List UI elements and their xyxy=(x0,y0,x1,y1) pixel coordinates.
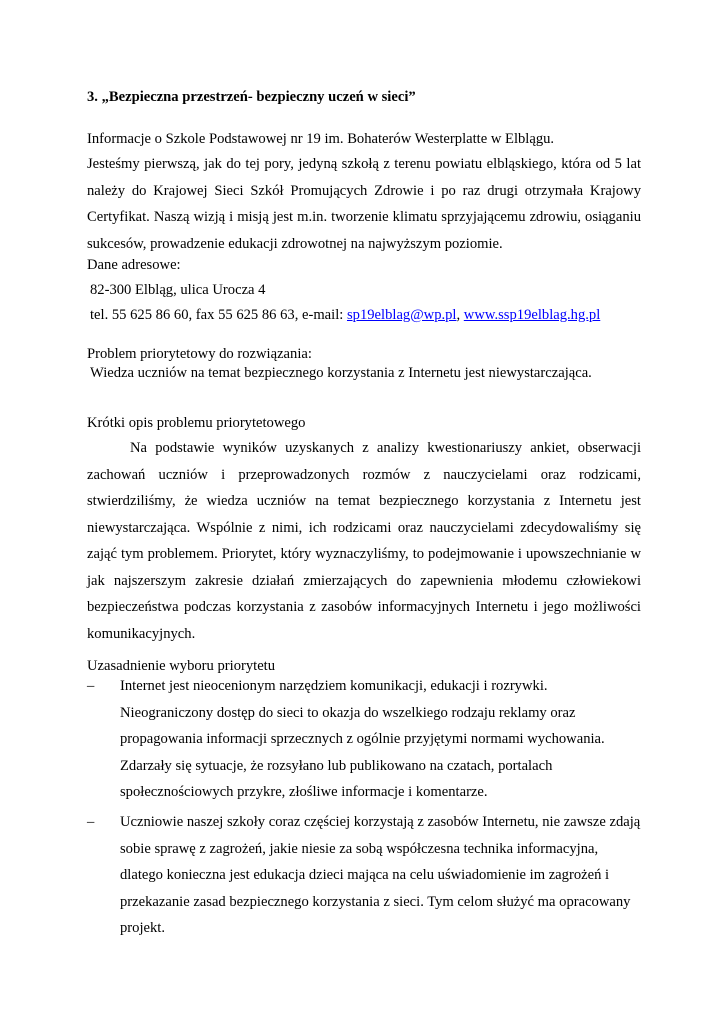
contact-prefix: tel. 55 625 86 60, fax 55 625 86 63, e-mail: xyxy=(90,307,347,323)
section-heading: 3. „Bezpieczna przestrzeń- bezpieczny uczeń w sieci” xyxy=(87,89,416,105)
school-info-intro: Informacje o Szkole Podstawowej nr 19 im. Bohaterów Westerplatte w Elblągu. xyxy=(87,131,555,147)
website-link[interactable]: www.ssp19elblag.hg.pl xyxy=(463,307,601,323)
contact-line xyxy=(90,302,644,328)
description-body: Na podstawie wyników uzyskanych z analizy kwestionariuszy ankiet, obserwacji zachowań uczniów i przeprowadzonych rozmów z nauczycielami oraz rodzicami, stwierdziliśmy, że wiedza uczniów na temat bezpiecznego korzystania z Internetu jest niewystarczająca. Wspólnie z nimi, ich rodzicami oraz nauczycielami zdecydowaliśmy się zająć tym problemem. Priorytet, który wyznaczyliśmy, to podejmowanie i upowszechnianie w jak najszerszym zakresie działań zmierzających do zapewnienia młodemu człowiekowi bezpieczeństwa podczas korzystania z zasobów informacyjnych Internetu i jego możliwości komunikacyjnych. xyxy=(87,440,641,642)
contact-separator: , xyxy=(456,307,464,323)
justification-label: Uzasadnienie wyboru priorytetu xyxy=(87,658,276,674)
description-label: Krótki opis problemu priorytetowego xyxy=(87,415,306,431)
address-line: 82-300 Elbląg, ulica Urocza 4 xyxy=(90,282,266,298)
list-item-text: Internet jest nieocenionym narzędziem komunikacji, edukacji i rozrywki. Nieograniczony dostęp do sieci to okazja do wszelkiego rodzaju reklamy oraz propagowania informacji sprzecznych z ogólnie przyjętymi normami wychowania. Zdarzały się sytuacje, że rozsyłano lub publikowano na czatach, portalach społecznościowych przykre, złośliwe informacje i komentarze. xyxy=(120,678,605,800)
bullet-dash: – xyxy=(87,678,95,694)
email-link[interactable]: sp19elblag@wp.pl xyxy=(346,307,457,323)
address-label: Dane adresowe: xyxy=(87,257,181,273)
school-description: Jesteśmy pierwszą, jak do tej pory, jedyną szkołą z terenu powiatu elbląskiego, która od 5 lat należy do Krajowej Sieci Szkół Promujących Zdrowie i po raz drugi otrzymała Krajowy Certyfikat. Naszą wizją i misją jest m.in. tworzenie klimatu sprzyjającemu zdrowiu, osiąganiu sukcesów, prowadzenie edukacji zdrowotnej na najwyższym poziomie. xyxy=(87,156,641,252)
list-item-text: Uczniowie naszej szkoły coraz częściej korzystają z zasobów Internetu, nie zawsze zdają sobie sprawę z zagrożeń, jakie niesie za sobą współczesna technika informacyjna, dlatego konieczna jest edukacja dzieci mająca na celu uświadomienie im zagrożeń i przekazanie zasad bezpiecznego korzystania z sieci. Tym celom służyć ma opracowany projekt. xyxy=(120,814,641,936)
problem-statement: Wiedza uczniów na temat bezpiecznego korzystania z Internetu jest niewystarczająca. xyxy=(90,365,592,381)
bullet-dash: – xyxy=(87,814,95,830)
problem-label: Problem priorytetowy do rozwiązania: xyxy=(87,346,312,362)
